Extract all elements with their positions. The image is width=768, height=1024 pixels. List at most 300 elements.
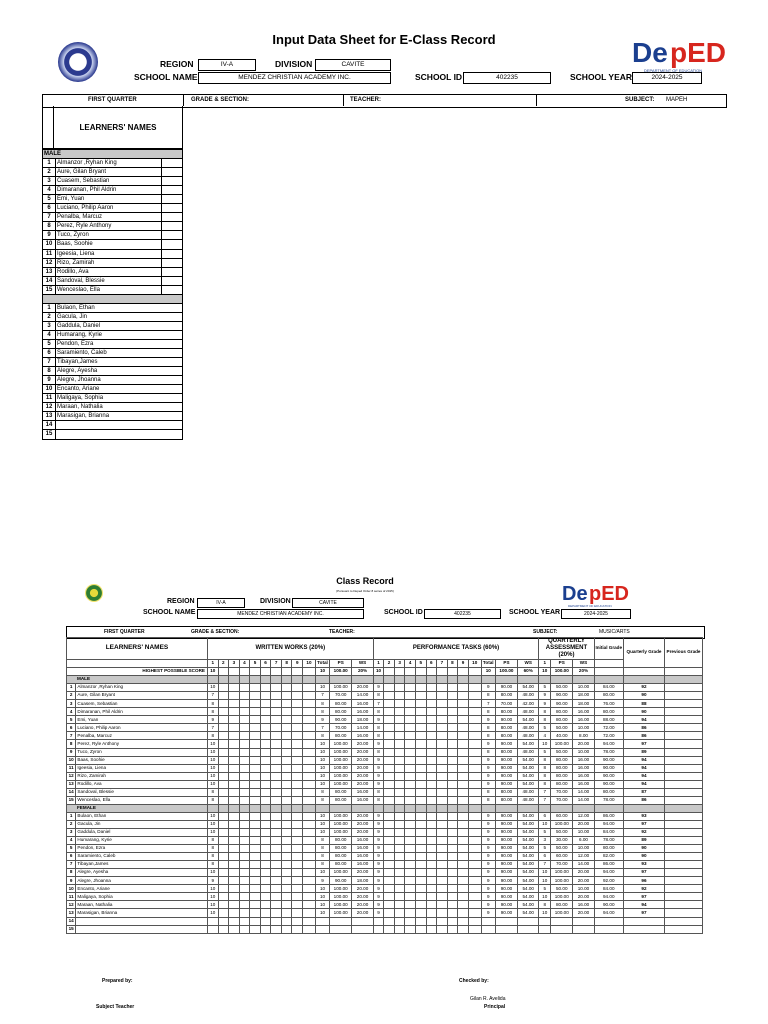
ww-score[interactable] — [250, 748, 261, 756]
pt-score[interactable] — [394, 724, 405, 732]
ww-score[interactable] — [303, 732, 316, 740]
pt-score[interactable] — [437, 796, 448, 804]
school-year-field-2[interactable]: 2024-2025 — [561, 609, 631, 619]
ww-score[interactable] — [303, 877, 316, 885]
qa-score[interactable]: 10 — [539, 869, 551, 877]
ww-score[interactable] — [292, 756, 303, 764]
ww-score[interactable] — [218, 877, 229, 885]
pt-score[interactable] — [394, 788, 405, 796]
learner-name[interactable] — [56, 430, 183, 439]
cell[interactable] — [518, 925, 539, 933]
pt-score[interactable] — [458, 772, 469, 780]
pt-score[interactable] — [468, 700, 481, 708]
student-name[interactable]: Igeesia, Liena — [76, 764, 208, 772]
ww-score[interactable] — [250, 869, 261, 877]
ww-score[interactable]: 10 — [207, 764, 218, 772]
ww-score[interactable] — [292, 861, 303, 869]
student-name[interactable]: Alegre, Jhoanna — [76, 877, 208, 885]
ww-score[interactable]: 8 — [207, 788, 218, 796]
qa-score[interactable]: 3 — [539, 837, 551, 845]
pt-score[interactable] — [415, 845, 426, 853]
pt-score[interactable] — [394, 861, 405, 869]
ww-score[interactable] — [303, 692, 316, 700]
ww-score[interactable] — [292, 853, 303, 861]
ww-score[interactable] — [218, 780, 229, 788]
pt-score[interactable] — [447, 837, 458, 845]
pt-score[interactable] — [415, 885, 426, 893]
ww-score[interactable] — [271, 684, 282, 692]
pt-score[interactable]: 8 — [373, 796, 384, 804]
pt-score[interactable] — [447, 772, 458, 780]
ww-score[interactable]: 10 — [207, 828, 218, 836]
cell[interactable] — [207, 925, 218, 933]
pt-score[interactable] — [468, 788, 481, 796]
ww-score[interactable] — [281, 772, 292, 780]
cell[interactable] — [539, 925, 551, 933]
pt-score[interactable] — [405, 740, 416, 748]
ww-score[interactable] — [229, 780, 240, 788]
ww-score[interactable] — [218, 909, 229, 917]
pt-score[interactable] — [458, 901, 469, 909]
pt-score[interactable] — [468, 837, 481, 845]
pt-score[interactable] — [437, 901, 448, 909]
ww-score[interactable] — [239, 909, 250, 917]
pt-score[interactable] — [384, 764, 395, 772]
pt-score[interactable] — [394, 716, 405, 724]
ww-score[interactable] — [218, 869, 229, 877]
ww-score[interactable] — [281, 716, 292, 724]
pt-score[interactable] — [384, 700, 395, 708]
pt-score[interactable] — [426, 788, 437, 796]
pt-score[interactable] — [394, 909, 405, 917]
pt-score[interactable] — [458, 724, 469, 732]
ww-score[interactable]: 10 — [207, 684, 218, 692]
qa-score[interactable]: 10 — [539, 820, 551, 828]
pt-score[interactable] — [405, 716, 416, 724]
cell[interactable] — [292, 925, 303, 933]
ww-score[interactable] — [303, 764, 316, 772]
ww-score[interactable] — [292, 788, 303, 796]
ww-score[interactable]: 10 — [207, 812, 218, 820]
pt-score[interactable] — [437, 828, 448, 836]
pt-score[interactable] — [415, 909, 426, 917]
pt-score[interactable] — [458, 716, 469, 724]
ww-score[interactable] — [303, 869, 316, 877]
ww-score[interactable] — [229, 861, 240, 869]
cell[interactable] — [373, 925, 384, 933]
pt-score[interactable]: 7 — [373, 700, 384, 708]
pt-score[interactable] — [458, 877, 469, 885]
pt-score[interactable] — [384, 748, 395, 756]
pt-score[interactable] — [458, 869, 469, 877]
pt-score[interactable] — [468, 732, 481, 740]
ww-score[interactable] — [218, 732, 229, 740]
pt-score[interactable] — [426, 828, 437, 836]
pt-score[interactable] — [468, 901, 481, 909]
ww-score[interactable] — [271, 796, 282, 804]
ww-score[interactable] — [239, 837, 250, 845]
student-name[interactable]: Tibayan,James — [76, 861, 208, 869]
ww-score[interactable]: 10 — [207, 740, 218, 748]
cell[interactable] — [239, 925, 250, 933]
ww-score[interactable] — [239, 732, 250, 740]
ww-score[interactable] — [229, 788, 240, 796]
ww-score[interactable]: 10 — [207, 748, 218, 756]
ww-score[interactable] — [229, 764, 240, 772]
ww-score[interactable] — [229, 700, 240, 708]
ww-score[interactable] — [218, 716, 229, 724]
ww-score[interactable] — [218, 828, 229, 836]
pt-score[interactable] — [468, 820, 481, 828]
ww-score[interactable] — [292, 893, 303, 901]
ww-score[interactable] — [292, 780, 303, 788]
learner-name[interactable]: Wenceslao, Ella — [56, 285, 162, 294]
pt-score[interactable] — [437, 684, 448, 692]
ww-score[interactable] — [271, 853, 282, 861]
pt-score[interactable] — [447, 901, 458, 909]
ww-score[interactable] — [239, 740, 250, 748]
learner-name[interactable]: Bulaon, Ethan — [56, 303, 183, 312]
learner-name[interactable]: Tibayan,James — [56, 358, 183, 367]
ww-score[interactable] — [250, 788, 261, 796]
pt-score[interactable] — [426, 869, 437, 877]
cell[interactable] — [229, 917, 240, 925]
pt-score[interactable] — [437, 853, 448, 861]
pt-score[interactable] — [468, 869, 481, 877]
pt-score[interactable] — [405, 732, 416, 740]
cell[interactable] — [573, 917, 594, 925]
ww-score[interactable] — [303, 820, 316, 828]
qa-score[interactable]: 4 — [539, 732, 551, 740]
cell[interactable] — [437, 925, 448, 933]
pt-score[interactable] — [426, 708, 437, 716]
pt-score[interactable] — [437, 845, 448, 853]
pt-score[interactable] — [437, 748, 448, 756]
pt-score[interactable] — [426, 724, 437, 732]
pt-score[interactable] — [415, 812, 426, 820]
ww-score[interactable] — [260, 893, 271, 901]
cell[interactable] — [281, 925, 292, 933]
ww-score[interactable] — [218, 708, 229, 716]
ww-score[interactable] — [292, 684, 303, 692]
pt-score[interactable] — [426, 692, 437, 700]
ww-score[interactable] — [250, 837, 261, 845]
pt-score[interactable] — [384, 756, 395, 764]
ww-score[interactable]: 10 — [207, 901, 218, 909]
ww-score[interactable] — [292, 708, 303, 716]
ww-score[interactable] — [250, 877, 261, 885]
pt-score[interactable]: 8 — [373, 732, 384, 740]
pt-score[interactable] — [447, 788, 458, 796]
pt-score[interactable] — [437, 692, 448, 700]
ww-score[interactable] — [281, 684, 292, 692]
ww-score[interactable] — [303, 780, 316, 788]
pt-score[interactable] — [415, 692, 426, 700]
school-name-field[interactable]: MENDEZ CHRISTIAN ACADEMY INC. — [198, 72, 391, 84]
learner-name[interactable]: Sandoval, Blessie — [56, 276, 162, 285]
ww-score[interactable] — [292, 845, 303, 853]
ww-score[interactable] — [239, 796, 250, 804]
pt-score[interactable] — [384, 780, 395, 788]
qa-score[interactable]: 5 — [539, 748, 551, 756]
ww-score[interactable] — [250, 796, 261, 804]
learner-name[interactable]: Dimaranan, Phil Aldrin — [56, 186, 162, 195]
ww-score[interactable] — [303, 901, 316, 909]
pt-score[interactable] — [437, 877, 448, 885]
ww-score[interactable] — [271, 901, 282, 909]
student-name[interactable]: Baas, Soohie — [76, 756, 208, 764]
cell[interactable] — [281, 917, 292, 925]
cell[interactable] — [260, 917, 271, 925]
ww-score[interactable] — [303, 796, 316, 804]
ww-score[interactable] — [271, 708, 282, 716]
region-field[interactable]: IV-A — [198, 59, 256, 71]
pt-score[interactable]: 9 — [373, 837, 384, 845]
ww-score[interactable] — [250, 700, 261, 708]
pt-score[interactable] — [384, 877, 395, 885]
pt-score[interactable] — [426, 764, 437, 772]
pt-score[interactable] — [426, 780, 437, 788]
pt-score[interactable] — [437, 724, 448, 732]
pt-score[interactable]: 9 — [373, 828, 384, 836]
ww-score[interactable] — [271, 724, 282, 732]
ww-score[interactable] — [239, 845, 250, 853]
cell[interactable] — [458, 925, 469, 933]
ww-score[interactable] — [229, 772, 240, 780]
pt-score[interactable] — [468, 885, 481, 893]
cell[interactable] — [207, 917, 218, 925]
cell[interactable] — [458, 917, 469, 925]
pt-score[interactable]: 9 — [373, 853, 384, 861]
ww-score[interactable] — [250, 780, 261, 788]
pt-score[interactable] — [394, 877, 405, 885]
pt-score[interactable] — [405, 692, 416, 700]
pt-score[interactable] — [415, 820, 426, 828]
learner-name[interactable]: Saramiento, Caleb — [56, 349, 183, 358]
qa-score[interactable]: 10 — [539, 740, 551, 748]
ww-score[interactable] — [239, 812, 250, 820]
ww-score[interactable] — [292, 732, 303, 740]
ww-score[interactable] — [281, 732, 292, 740]
pt-score[interactable] — [458, 700, 469, 708]
pt-score[interactable]: 9 — [373, 885, 384, 893]
school-id-field-2[interactable]: 402235 — [424, 609, 501, 619]
pt-score[interactable] — [415, 853, 426, 861]
ww-score[interactable] — [303, 772, 316, 780]
school-year-field[interactable]: 2024-2025 — [632, 72, 702, 84]
ww-score[interactable] — [250, 732, 261, 740]
pt-score[interactable] — [447, 716, 458, 724]
cell[interactable] — [573, 925, 594, 933]
ww-score[interactable] — [229, 853, 240, 861]
cell[interactable] — [352, 925, 373, 933]
ww-score[interactable] — [260, 853, 271, 861]
student-name[interactable]: Tuco, Zyron — [76, 748, 208, 756]
pt-score[interactable] — [447, 764, 458, 772]
ww-score[interactable] — [271, 877, 282, 885]
pt-score[interactable] — [384, 828, 395, 836]
pt-score[interactable] — [405, 869, 416, 877]
ww-score[interactable] — [292, 692, 303, 700]
pt-score[interactable] — [415, 708, 426, 716]
pt-score[interactable] — [426, 820, 437, 828]
ww-score[interactable] — [239, 869, 250, 877]
ww-score[interactable] — [250, 893, 261, 901]
ww-score[interactable]: 7 — [207, 724, 218, 732]
ww-score[interactable] — [250, 909, 261, 917]
ww-score[interactable] — [303, 708, 316, 716]
pt-score[interactable] — [394, 700, 405, 708]
ww-score[interactable] — [250, 756, 261, 764]
pt-score[interactable] — [394, 893, 405, 901]
ww-score[interactable] — [303, 812, 316, 820]
pt-score[interactable] — [447, 877, 458, 885]
ww-score[interactable] — [229, 732, 240, 740]
student-name[interactable]: Rizo, Zamirah — [76, 772, 208, 780]
ww-score[interactable] — [250, 861, 261, 869]
cell[interactable] — [303, 925, 316, 933]
ww-score[interactable] — [218, 692, 229, 700]
learner-name[interactable]: Penalba, Marcuz — [56, 213, 162, 222]
pt-score[interactable] — [415, 724, 426, 732]
ww-score[interactable] — [260, 869, 271, 877]
ww-score[interactable]: 10 — [207, 869, 218, 877]
qa-score[interactable]: 8 — [539, 716, 551, 724]
pt-score[interactable] — [426, 901, 437, 909]
pt-score[interactable] — [437, 700, 448, 708]
ww-score[interactable] — [292, 828, 303, 836]
ww-score[interactable] — [281, 869, 292, 877]
cell[interactable] — [384, 925, 395, 933]
pt-score[interactable] — [426, 772, 437, 780]
student-name[interactable]: Alegre, Ayesha — [76, 869, 208, 877]
ww-score[interactable] — [239, 756, 250, 764]
pt-score[interactable] — [468, 692, 481, 700]
pt-score[interactable]: 9 — [373, 869, 384, 877]
pt-score[interactable] — [384, 893, 395, 901]
cell[interactable] — [229, 925, 240, 933]
pt-score[interactable] — [426, 909, 437, 917]
pt-score[interactable]: 8 — [373, 748, 384, 756]
ww-score[interactable] — [229, 837, 240, 845]
pt-score[interactable]: 9 — [373, 812, 384, 820]
pt-score[interactable]: 9 — [373, 909, 384, 917]
ww-score[interactable] — [250, 684, 261, 692]
pt-score[interactable] — [447, 796, 458, 804]
pt-score[interactable] — [415, 764, 426, 772]
qa-score[interactable]: 6 — [539, 812, 551, 820]
pt-score[interactable] — [437, 708, 448, 716]
pt-score[interactable] — [405, 909, 416, 917]
student-name[interactable]: Maraan, Nathalia — [76, 901, 208, 909]
learner-name[interactable]: Pendon, Ezra — [56, 339, 183, 348]
student-name[interactable]: Sandoval, Blessie — [76, 788, 208, 796]
learner-name[interactable]: Maligaya, Sophia — [56, 394, 183, 403]
ww-score[interactable] — [218, 764, 229, 772]
pt-score[interactable]: 9 — [373, 772, 384, 780]
pt-score[interactable] — [458, 740, 469, 748]
ww-score[interactable] — [229, 756, 240, 764]
learner-name[interactable]: Maraan, Nathalia — [56, 403, 183, 412]
qa-score[interactable]: 8 — [539, 764, 551, 772]
ww-score[interactable] — [239, 780, 250, 788]
pt-score[interactable] — [426, 877, 437, 885]
ww-score[interactable] — [239, 885, 250, 893]
learner-name[interactable]: Alegre, Jhoanna — [56, 376, 183, 385]
cell[interactable] — [315, 925, 329, 933]
pt-score[interactable] — [394, 828, 405, 836]
ww-score[interactable] — [218, 748, 229, 756]
pt-score[interactable] — [405, 724, 416, 732]
pt-score[interactable] — [394, 837, 405, 845]
pt-score[interactable] — [384, 812, 395, 820]
ww-score[interactable] — [218, 772, 229, 780]
ww-score[interactable] — [292, 700, 303, 708]
ww-score[interactable] — [218, 700, 229, 708]
qa-score[interactable]: 5 — [539, 684, 551, 692]
pt-score[interactable] — [394, 885, 405, 893]
cell[interactable] — [271, 925, 282, 933]
pt-score[interactable] — [384, 837, 395, 845]
pt-score[interactable] — [468, 780, 481, 788]
cell[interactable] — [447, 917, 458, 925]
ww-score[interactable] — [260, 772, 271, 780]
ww-score[interactable] — [250, 724, 261, 732]
ww-score[interactable] — [281, 796, 292, 804]
ww-score[interactable] — [250, 820, 261, 828]
ww-score[interactable] — [260, 740, 271, 748]
ww-score[interactable] — [260, 820, 271, 828]
pt-score[interactable] — [458, 796, 469, 804]
ww-score[interactable] — [260, 788, 271, 796]
pt-score[interactable] — [405, 820, 416, 828]
pt-score[interactable] — [405, 764, 416, 772]
cell[interactable] — [239, 917, 250, 925]
pt-score[interactable] — [458, 812, 469, 820]
student-name[interactable]: Wenceslao, Ella — [76, 796, 208, 804]
pt-score[interactable] — [394, 756, 405, 764]
ww-score[interactable] — [239, 853, 250, 861]
ww-score[interactable] — [292, 796, 303, 804]
pt-score[interactable] — [415, 716, 426, 724]
ww-score[interactable] — [271, 861, 282, 869]
ww-score[interactable] — [271, 812, 282, 820]
pt-score[interactable] — [447, 845, 458, 853]
learner-name[interactable]: Humarang, Kyrie — [56, 330, 183, 339]
ww-score[interactable] — [250, 740, 261, 748]
student-name[interactable]: Marasigan, Brianna — [76, 909, 208, 917]
ww-score[interactable] — [218, 684, 229, 692]
ww-score[interactable] — [281, 812, 292, 820]
pt-score[interactable] — [458, 820, 469, 828]
cell[interactable] — [447, 925, 458, 933]
ww-score[interactable] — [281, 853, 292, 861]
pt-score[interactable] — [384, 796, 395, 804]
ww-score[interactable] — [303, 684, 316, 692]
ww-score[interactable] — [281, 828, 292, 836]
cell[interactable] — [437, 917, 448, 925]
student-name[interactable]: Almanzor ,Ryhan King — [76, 684, 208, 692]
pt-score[interactable] — [447, 740, 458, 748]
student-name[interactable] — [76, 925, 208, 933]
pt-score[interactable] — [437, 780, 448, 788]
ww-score[interactable] — [292, 909, 303, 917]
pt-score[interactable] — [405, 812, 416, 820]
ww-score[interactable] — [281, 764, 292, 772]
pt-score[interactable] — [426, 885, 437, 893]
pt-score[interactable] — [426, 893, 437, 901]
ww-score[interactable] — [218, 861, 229, 869]
